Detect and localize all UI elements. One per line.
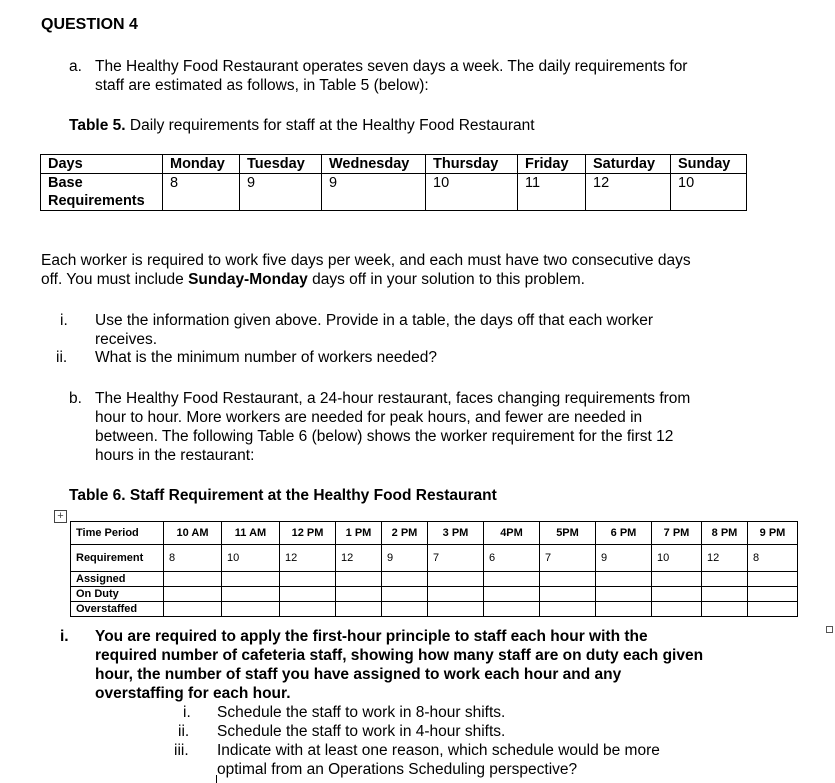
table6-period-11am: 11 AM: [222, 522, 280, 545]
subitem-i-marker: i.: [183, 704, 191, 721]
table6-cell[interactable]: [222, 602, 280, 617]
table6-cell[interactable]: [382, 572, 428, 587]
table5-value-sunday: 10: [671, 174, 747, 211]
paragraph-line1: Each worker is required to work five days per week, and each must have two consecutive days: [41, 252, 691, 269]
table6-period-8pm: 8 PM: [702, 522, 748, 545]
question-i-marker: i.: [60, 628, 69, 645]
table6-cell[interactable]: [382, 587, 428, 602]
table6-cell[interactable]: [652, 572, 702, 587]
table6-cell[interactable]: [540, 602, 596, 617]
table5-value-saturday: 12: [586, 174, 671, 211]
table6-time-period-label: Time Period: [71, 522, 164, 545]
table6-req-10am: 8: [164, 545, 222, 572]
table6-period-6pm: 6 PM: [596, 522, 652, 545]
table6-cell[interactable]: [702, 572, 748, 587]
table6-cell[interactable]: [164, 587, 222, 602]
table6-req-9pm: 8: [748, 545, 798, 572]
table6-cell[interactable]: [428, 602, 484, 617]
part-a-text-line2: staff are estimated as follows, in Table 5 (below):: [95, 77, 429, 94]
table6-header-row: [71, 522, 798, 545]
table6-cell[interactable]: [596, 602, 652, 617]
table-resize-handle-icon[interactable]: [826, 626, 833, 633]
table6-cell[interactable]: [336, 572, 382, 587]
table6-cell[interactable]: [164, 572, 222, 587]
question-i-line3: hour, the number of staff you have assigned to work each hour and any: [95, 666, 622, 683]
table6-req-6pm: 9: [596, 545, 652, 572]
table6-period-12pm: 12 PM: [280, 522, 336, 545]
table6-period-2pm: 2 PM: [382, 522, 428, 545]
table6-cell[interactable]: [164, 602, 222, 617]
subitem-iii-line2: optimal from an Operations Scheduling perspective?: [217, 761, 578, 778]
table6-cell[interactable]: [484, 602, 540, 617]
table6: [70, 521, 798, 617]
table6-req-12pm: 12: [280, 545, 336, 572]
table6-cell[interactable]: [540, 587, 596, 602]
table5-value-monday: 8: [163, 174, 240, 211]
table6-cell[interactable]: [280, 572, 336, 587]
subitem-i-text: Schedule the staff to work in 8-hour shifts.: [217, 704, 506, 721]
table5-header-row: [41, 155, 747, 174]
table6-cell[interactable]: [596, 572, 652, 587]
table6-cell[interactable]: [336, 587, 382, 602]
table6-cell[interactable]: [222, 572, 280, 587]
table6-cell[interactable]: [652, 602, 702, 617]
question-i-line4: overstaffing for each hour.: [95, 685, 291, 702]
table6-cell[interactable]: [428, 572, 484, 587]
table6-cell[interactable]: [280, 602, 336, 617]
table6-cell[interactable]: [280, 587, 336, 602]
table5-row-label: [41, 174, 163, 211]
subitem-ii-text: Schedule the staff to work in 4-hour shifts.: [217, 723, 506, 740]
table5-days-label: Days: [41, 155, 163, 174]
table5-day-wednesday: Wednesday: [322, 155, 426, 174]
table6-period-9pm: 9 PM: [748, 522, 798, 545]
table6-req-4pm: 6: [484, 545, 540, 572]
table6-req-1pm: 12: [336, 545, 382, 572]
table5-day-monday: Monday: [163, 155, 240, 174]
table5: [40, 154, 747, 211]
table5-day-friday: Friday: [518, 155, 586, 174]
table6-cell[interactable]: [748, 572, 798, 587]
table6-cell[interactable]: [702, 587, 748, 602]
paragraph-line2-before: off. You must include: [41, 271, 189, 288]
table5-caption-text: Daily requirements for staff at the Healthy Food Restaurant: [129, 117, 535, 134]
table6-cell[interactable]: [540, 572, 596, 587]
table6-on-duty-row: [71, 587, 798, 602]
paragraph-line2: [41, 270, 585, 289]
part-b-line1: The Healthy Food Restaurant, a 24-hour restaurant, faces changing requirements from: [95, 390, 691, 407]
table6-cell[interactable]: [748, 587, 798, 602]
table6-assigned-label: Assigned: [71, 572, 164, 587]
table5-values-row: [41, 174, 747, 211]
table6-req-5pm: 7: [540, 545, 596, 572]
table6-period-5pm: 5PM: [540, 522, 596, 545]
question-i-line2: required number of cafeteria staff, showing how many staff are on duty each given: [95, 647, 704, 664]
table6-requirement-label: Requirement: [71, 545, 164, 572]
part-b-line2: hour to hour. More workers are needed for peak hours, and fewer are needed in: [95, 409, 643, 426]
table6-cell[interactable]: [428, 587, 484, 602]
table6-on-duty-label: On Duty: [71, 587, 164, 602]
question-i-line1: You are required to apply the first-hour principle to staff each hour with the: [95, 628, 648, 645]
table6-cell[interactable]: [222, 587, 280, 602]
part-a-text-line1: The Healthy Food Restaurant operates seven days a week. The daily requirements for: [95, 58, 688, 75]
table6-cell[interactable]: [702, 602, 748, 617]
table5-day-thursday: Thursday: [426, 155, 518, 174]
item-ii-marker: ii.: [56, 349, 68, 366]
table5-day-sunday: Sunday: [671, 155, 747, 174]
paragraph-line2-bold: Sunday-Monday: [188, 271, 308, 288]
table6-cell[interactable]: [484, 572, 540, 587]
table6-period-1pm: 1 PM: [336, 522, 382, 545]
table6-period-7pm: 7 PM: [652, 522, 702, 545]
table6-cell[interactable]: [748, 602, 798, 617]
part-b-line4: hours in the restaurant:: [95, 447, 255, 464]
part-b-line3: between. The following Table 6 (below) shows the worker requirement for the first 12: [95, 428, 674, 445]
table6-cell[interactable]: [484, 587, 540, 602]
table5-caption-label: Table 5.: [69, 117, 126, 134]
item-ii-line1: What is the minimum number of workers needed?: [95, 349, 438, 366]
part-b-marker: b.: [69, 390, 82, 407]
subitem-iii-line1: Indicate with at least one reason, which schedule would be more: [217, 742, 660, 759]
table6-req-11am: 10: [222, 545, 280, 572]
subitem-iii-marker: iii.: [174, 742, 189, 759]
table6-assigned-row: [71, 572, 798, 587]
table6-cell[interactable]: [652, 587, 702, 602]
item-i-marker: i.: [60, 312, 68, 329]
item-i-line2: receives.: [95, 331, 158, 348]
table6-period-3pm: 3 PM: [428, 522, 484, 545]
table6-req-7pm: 10: [652, 545, 702, 572]
table6-overstaffed-label: Overstaffed: [71, 602, 164, 617]
subitem-ii-marker: ii.: [178, 723, 190, 740]
table5-value-wednesday: 9: [322, 174, 426, 211]
table5-value-thursday: 10: [426, 174, 518, 211]
table6-period-4pm: 4PM: [484, 522, 540, 545]
table5-row-label-line2: Requirements: [48, 193, 145, 209]
table5-row-label-line1: Base: [48, 175, 83, 191]
table5-value-friday: 11: [518, 174, 586, 211]
table5-day-tuesday: Tuesday: [240, 155, 322, 174]
table6-requirement-row: [71, 545, 798, 572]
table6-cell[interactable]: [336, 602, 382, 617]
table6-caption: Table 6. Staff Requirement at the Healthy Food Restaurant: [69, 487, 497, 504]
table6-req-2pm: 9: [382, 545, 428, 572]
table-move-handle-icon[interactable]: +: [54, 510, 67, 523]
table5-day-saturday: Saturday: [586, 155, 671, 174]
question-heading: QUESTION 4: [41, 16, 138, 33]
table6-overstaffed-row: [71, 602, 798, 617]
table6-req-8pm: 12: [702, 545, 748, 572]
table5-value-tuesday: 9: [240, 174, 322, 211]
item-i-line1: Use the information given above. Provide in a table, the days off that each worker: [95, 312, 654, 329]
table6-period-10am: 10 AM: [164, 522, 222, 545]
table5-caption: [69, 116, 535, 135]
table6-cell[interactable]: [382, 602, 428, 617]
table6-req-3pm: 7: [428, 545, 484, 572]
table6-cell[interactable]: [596, 587, 652, 602]
part-a-marker: a.: [69, 58, 82, 75]
paragraph-line2-after: days off in your solution to this problem.: [307, 271, 585, 288]
